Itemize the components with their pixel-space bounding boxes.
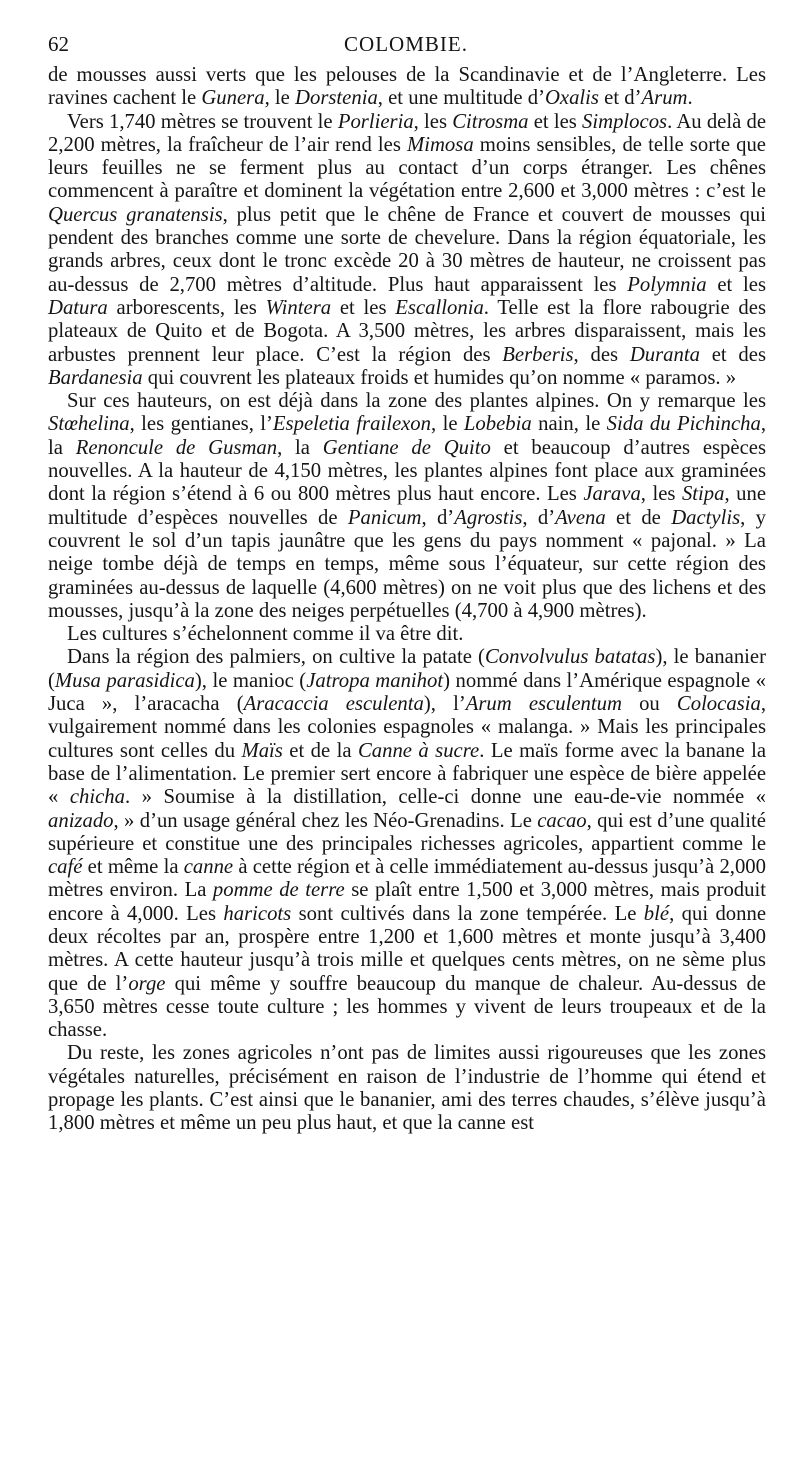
italic-term: Lobebia xyxy=(463,413,532,436)
text-run: Vers 1,740 mètres se trouvent le xyxy=(67,110,338,133)
italic-term: pomme de terre xyxy=(212,879,345,902)
paragraph xyxy=(48,111,766,391)
italic-term: chicha xyxy=(69,786,125,809)
paragraph xyxy=(48,623,766,646)
italic-term: blé xyxy=(643,902,670,925)
italic-term: Wintera xyxy=(265,296,332,319)
text-run: , des xyxy=(573,343,630,366)
text-run: . xyxy=(687,87,693,110)
italic-term: Agrostis xyxy=(454,506,523,529)
text-run: Dans la région des palmiers, on cultive la patate ( xyxy=(67,646,485,669)
page-header xyxy=(48,30,764,58)
italic-term: Canne à sucre xyxy=(357,739,480,762)
text-run: , qui donne deux récoltes par an, prospère entre 1,200 et 1,600 mètres et monte jusqu’à 3,400 mètres. A cette hauteur jusqu’à trois mille et quelques cents mètres, on ne sème plus que de l’ xyxy=(48,902,766,995)
italic-term: Sida du Pichincha xyxy=(606,413,761,436)
text-run: sont cultivés dans la zone tempérée. Le xyxy=(291,902,644,925)
text-run: à cette région et à celle immédiatement au-dessus jusqu’à 2,000 mètres environ. La xyxy=(48,856,766,902)
text-run: . » Soumise à la distillation, celle-ci donne une eau-de-vie nommée « xyxy=(124,786,766,809)
text-run: et de xyxy=(605,506,672,529)
page-number: 62 xyxy=(48,32,69,56)
text-run: , la xyxy=(48,413,766,459)
body-text xyxy=(48,64,766,1136)
italic-term: Citrosma xyxy=(452,110,529,133)
text-run: , une multitude d’espèces nouvelles de xyxy=(48,483,767,529)
italic-term: Porlieria xyxy=(337,110,414,133)
text-run: . Telle est la flore rabougrie des plateaux de Quito et de Bogota. A 3,500 mètres, les arbres disparaissent, mais les arbustes prennent leur place. C’est la région des xyxy=(48,296,766,366)
italic-term: Espeletia frailexon xyxy=(272,413,431,436)
italic-term: Dactylis xyxy=(671,506,741,529)
paragraph xyxy=(48,646,766,1042)
text-run: et les xyxy=(331,296,396,319)
paragraph xyxy=(48,64,766,111)
italic-term: Arum xyxy=(641,87,688,110)
text-run: , d’ xyxy=(522,506,556,529)
text-run: , plus petit que le chêne de France et couvert de mousses qui pendent des branches comme une sorte de chevelure. Dans la région équatoriale, les grands arbres, ceux dont le tronc excède 20 à 30 mètres de hauteur, ne croissent pas au-dessus de 2,700 mètres d’altitude. Plus haut apparaissent les xyxy=(48,203,767,296)
italic-term: Aracaccia esculenta xyxy=(243,693,424,716)
paragraph xyxy=(48,1042,766,1135)
text-run: , la xyxy=(277,436,323,459)
text-run: , les xyxy=(413,110,453,133)
text-run: nain, le xyxy=(531,413,607,436)
text-run: . Au delà de 2,200 mètres, la fraîcheur de l’air rend les xyxy=(48,110,767,156)
italic-term: Duranta xyxy=(629,343,700,366)
italic-term: Datura xyxy=(48,296,108,319)
text-run: arborescents, les xyxy=(107,296,266,319)
text-run: et les xyxy=(706,273,766,296)
text-run: , le xyxy=(431,413,464,436)
text-run: ), le manioc ( xyxy=(194,669,307,692)
text-run: ) nommé dans l’Amérique espagnole « Juca », l’aracacha ( xyxy=(48,669,766,716)
italic-term: Bardanesia xyxy=(48,366,143,389)
italic-term: Convolvulus batatas xyxy=(484,646,656,669)
italic-term: Mimosa xyxy=(407,133,474,156)
italic-term: Polymnia xyxy=(627,273,707,296)
text-run: Sur ces hauteurs, on est déjà dans la zone des plantes alpines. On y remarque les xyxy=(67,390,766,413)
running-title: COLOMBIE. xyxy=(344,32,468,56)
text-run: et beaucoup d’autres espèces nouvelles. A la hauteur de 4,150 mètres, les plantes alpines font place aux graminées dont la région s’étend à 6 ou 800 mètres plus haut encore. Les xyxy=(48,436,766,506)
text-run: , y couvrent le sol d’un tapis jaunâtre que les gens du pays nomment « pajonal. » La neige tombe déjà de temps en temps, même sous l’équateur, sur cette région des graminées au-dessus de laquelle (4,600 mètres) on ne voit plus que des lichens et des mousses, jusqu’à la zone des neiges perpétuelles (4,700 à 4,900 mètres). xyxy=(48,506,766,622)
italic-term: Renoncule de Gusman xyxy=(75,436,278,459)
italic-term: Colocasia xyxy=(676,693,761,716)
italic-term: Escallonia xyxy=(395,296,484,319)
italic-term: Gunera xyxy=(201,87,265,110)
italic-term: Berberis xyxy=(502,343,574,366)
italic-term: haricots xyxy=(223,902,292,925)
italic-term: Avena xyxy=(555,506,606,529)
italic-term: Panicum xyxy=(347,506,422,529)
italic-term: Jarava xyxy=(583,483,641,506)
italic-term: Oxalis xyxy=(544,87,599,110)
text-run: , les gentianes, l’ xyxy=(129,413,273,436)
text-run: , qui est d’une qualité supérieure et constitue une des principales richesses agricoles, appartient comme le xyxy=(48,809,766,855)
text-run: , vulgairement nommé dans les colonies espagnoles « malanga. » Mais les principales cultures sont celles du xyxy=(48,693,766,762)
italic-term: Dorstenia xyxy=(295,87,378,110)
italic-term: Quercus granatensis xyxy=(48,203,223,226)
text-run: , et une multitude d’ xyxy=(377,87,545,110)
italic-term: café xyxy=(48,856,83,879)
italic-term: cacao xyxy=(537,809,587,832)
text-run: , les xyxy=(640,483,682,506)
text-run: ), le bananier ( xyxy=(48,646,766,692)
italic-term: Musa parasidica xyxy=(54,669,195,692)
text-run: Les cultures s’échelonnent comme il va être dit. xyxy=(67,623,464,646)
text-run: et des xyxy=(699,343,766,366)
text-run: . Le maïs forme avec la banane la base de l’alimentation. Le premier sert encore à fabriquer une espèce de bière appelée « xyxy=(48,739,766,809)
text-run: ou xyxy=(621,693,677,716)
text-run: moins sensibles, de telle sorte que leurs feuilles ne se ferment plus au contact d’un corps étranger. Les chênes commencent à paraître et dominent la végétation entre 2,600 et 3,000 mètres : c’est le xyxy=(48,133,766,203)
italic-term: Stœhelina xyxy=(48,413,130,436)
italic-term: Stipa xyxy=(681,483,725,506)
italic-term: Arum esculentum xyxy=(465,693,622,716)
text-run: , le xyxy=(264,87,296,110)
italic-term: Maïs xyxy=(241,739,283,762)
paragraph xyxy=(48,390,766,623)
text-run: , » d’un usage général chez les Néo-Grenadins. Le xyxy=(113,809,538,832)
text-run: Du reste, les zones agricoles n’ont pas de limites aussi rigoureuses que les zones végétales naturelles, précisément en raison de l’industrie de l’homme qui étend et propage les plants. C’est ainsi que le bananier, ami des terres chaudes, s’élève jusqu’à 1,800 mètres et même un peu plus haut, et que la canne est xyxy=(48,1042,766,1135)
text-run: qui même y souffre beaucoup du manque de chaleur. Au-dessus de 3,650 mètres cesse toute culture ; les hommes y vivent de leurs troupeaux et de la chasse. xyxy=(48,972,766,1042)
text-run: ), l’ xyxy=(423,693,466,716)
text-run: et d’ xyxy=(598,87,642,110)
italic-term: canne xyxy=(183,856,234,879)
text-run: et les xyxy=(528,110,583,133)
italic-term: Gentiane de Quito xyxy=(322,436,491,459)
italic-term: orge xyxy=(128,972,166,995)
italic-term: anizado xyxy=(48,809,114,832)
text-run: et de la xyxy=(282,739,358,762)
italic-term: Jatropa manihot xyxy=(306,669,444,692)
italic-term: Simplocos xyxy=(582,110,668,133)
text-run: , d’ xyxy=(421,506,455,529)
text-run: qui couvrent les plateaux froids et humides qu’on nomme « paramos. » xyxy=(142,366,737,389)
text-run: de mousses aussi verts que les pelouses de la Scandinavie et de l’Angleterre. Les ravines cachent le xyxy=(48,64,766,110)
text-run: se plaît entre 1,500 et 3,000 mètres, mais produit encore à 4,000. Les xyxy=(48,879,766,925)
text-run: et même la xyxy=(82,856,184,879)
